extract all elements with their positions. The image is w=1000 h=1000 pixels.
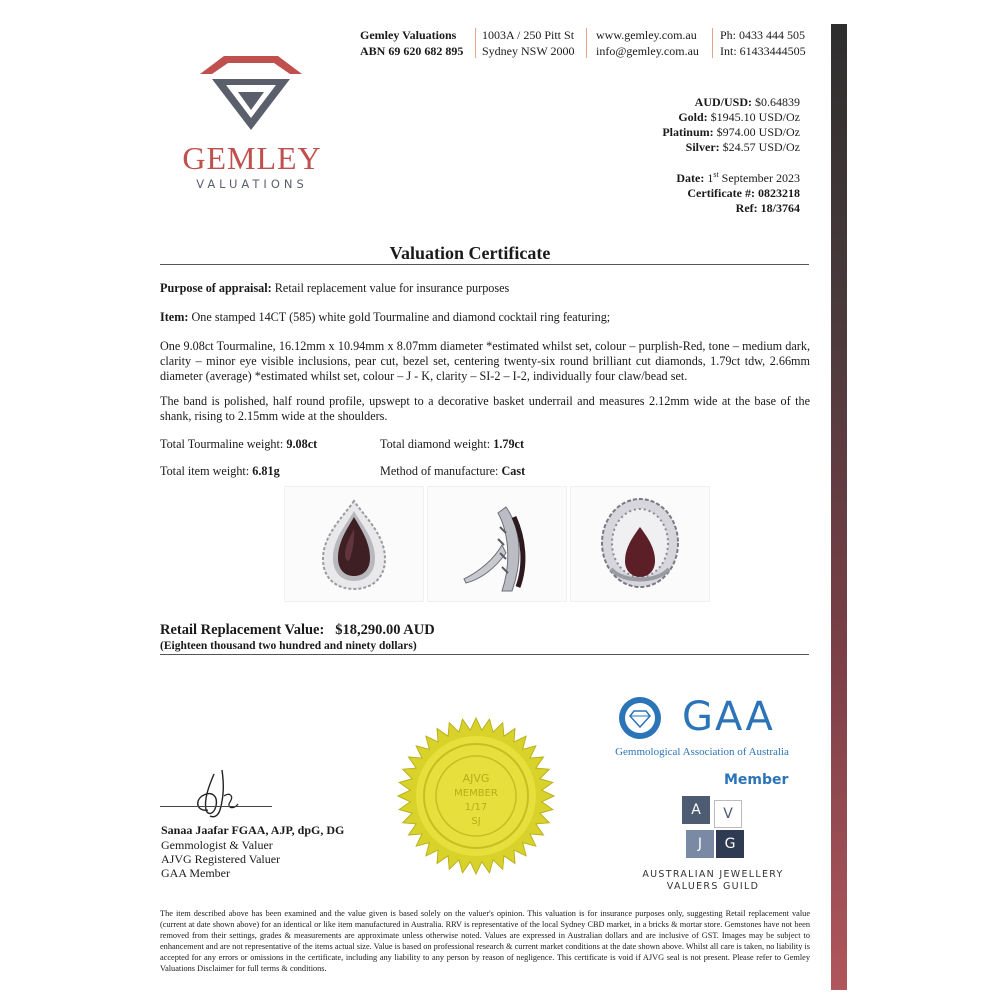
rrv-amount: $18,290.00 AUD [335,622,435,638]
avjg-logo [682,796,746,862]
website-link[interactable]: www.gemley.com.au [596,28,697,42]
gaa-full-name: Gemmological Association of Australia [615,746,789,758]
total-item-weight: Total item weight: 6.81g [160,464,280,478]
silver-label: Silver: [685,140,720,154]
gemley-logo [196,52,306,132]
rrv-in-words: (Eighteen thousand two hundred and ninety dollars) [160,640,417,652]
logo-sub: VALUATIONS [196,177,308,191]
exchange-rates [662,95,800,155]
gold-value: $1945.10 USD/Oz [710,110,800,124]
intl-phone: Int: 61433444505 [720,44,806,58]
seal-line2: MEMBER [454,788,498,799]
gem-icon [196,52,306,132]
avjg-letter-a: A [682,796,710,824]
item-label: Item: [160,310,189,324]
signatory-role3: GAA Member [161,866,230,880]
gaa-abbr: GAA [682,694,775,740]
date-label: Date: [676,171,705,185]
ajvg-seal [396,716,556,876]
purpose-paragraph [160,281,810,296]
signature-line [160,806,272,807]
signatory-role1: Gemmologist & Valuer [161,838,273,852]
address-line1: 1003A / 250 Pitt St [482,28,575,42]
avjg-name: AUSTRALIAN JEWELLERY VALUERS GUILD [642,869,784,892]
header-divider [475,28,476,58]
address-line2: Sydney NSW 2000 [482,44,575,58]
total-tourmaline: Total Tourmaline weight: 9.08ct [160,437,318,451]
retail-replacement-value [160,622,435,639]
item-paragraph [160,310,810,325]
email-link[interactable]: info@gemley.com.au [596,44,699,58]
company-abn: ABN 69 620 682 895 [360,44,464,58]
disclaimer: The item described above has been examined and the value given is based solely on the valuer's opinion. This valuation is for insurance purposes only, suggesting Retail replacement value (current at date shown above) for an identical or like item manufactured in Australia. RRV is representative of the local Sydney CBD market, in a bricks & mortar store. Gemstones have not been removed from their settings, grades & measurements are approximate unless otherwise noted. Values are expressed in Australian dollars and are inclusive of GST. Images may be subject to enhancement and are not representative of the items actual size. Value is based on professional research & current market conditions at the date shown above. Whilst all care is taken, no liability is accepted for any errors or omissions in the certificate, including any liability to any person by reason of negligence. This certificate is void if AJVG seal is not present. Please refer to Gemley Valuations Disclaimer for full terms & conditions. [160,909,810,973]
ring-photo-top [570,486,710,602]
ref-label: Ref: [735,201,758,215]
rrv-label: Retail Replacement Value: [160,622,325,638]
avjg-letter-v: V [714,800,742,828]
ring-photo-front [284,486,424,602]
gold-label: Gold: [678,110,708,124]
side-bar [831,24,847,990]
seal-line3: 1/17 [464,802,488,813]
signatory-role2: AJVG Registered Valuer [161,852,281,866]
title-divider [160,264,809,265]
gaa-emblem-icon [618,696,662,740]
page-title: Valuation Certificate [389,243,551,263]
aud-label: AUD/USD: [694,95,752,109]
purpose-label: Purpose of appraisal: [160,281,272,295]
avjg-letter-j: J [686,830,714,858]
certificate-label: Certificate #: [687,186,755,200]
header-divider [712,28,713,58]
date-value: 1st September 2023 [707,170,800,185]
header-divider [586,28,587,58]
description-paragraph: One 9.08ct Tourmaline, 16.12mm x 10.94mm x 8.07mm diameter *estimated whilst set, colour – purplish-Red, tone – medium dark, clarity – minor eye visible inclusions, pear cut, bezel set, centering twenty-six round brilliant cut diamonds, 1.79ct tdw, 2.66mm diameter (average) *estimated whilst set, colour – J - K, clarity – SI-2 – I-2, individually four claw/bead set. [160,339,810,384]
avjg-letter-g: G [716,830,744,858]
ring-photo-side [427,486,567,602]
ref-number: 18/3764 [760,201,800,215]
signature [168,766,278,820]
aud-value: $0.64839 [755,95,800,109]
seal-line4: SJ [471,816,481,827]
rrv-divider [160,654,809,655]
signatory-name: Sanaa Jaafar FGAA, AJP, dpG, DG [161,823,345,837]
company-name: Gemley Valuations [360,28,457,42]
platinum-value: $974.00 USD/Oz [716,125,800,139]
method-of-manufacture: Method of manufacture: Cast [380,464,526,478]
gaa-member: Member [724,772,789,788]
certificate-meta [676,167,800,216]
purpose-text: Retail replacement value for insurance purposes [271,281,510,295]
seal-line1: AJVG [462,772,490,785]
certificate-number: 0823218 [758,186,800,200]
item-text: One stamped 14CT (585) white gold Tourmaline and diamond cocktail ring featuring; [188,310,611,324]
platinum-label: Platinum: [662,125,714,139]
logo-name: GEMLEY [182,140,322,176]
phone: Ph: 0433 444 505 [720,28,806,42]
silver-value: $24.57 USD/Oz [722,140,800,154]
band-paragraph: The band is polished, half round profile, upswept to a decorative basket underrail and measures 2.12mm wide at the base of the shank, rising to 2.15mm wide at the shoulders. [160,394,810,424]
total-diamond: Total diamond weight: 1.79ct [380,437,525,451]
